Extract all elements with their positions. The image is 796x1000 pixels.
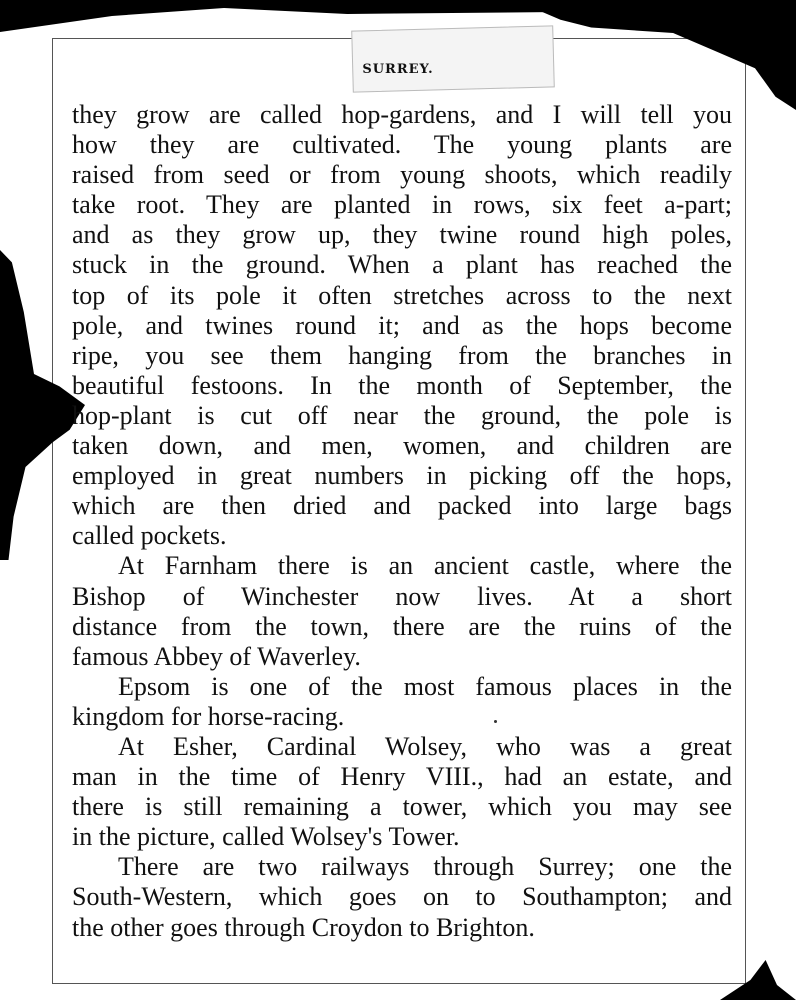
text-line: called pockets. — [72, 521, 227, 551]
text-line: and as they grow up, they twine round high poles, — [72, 220, 732, 250]
paragraph — [72, 852, 732, 942]
text-line: stuck in the ground. When a plant has reached the — [72, 250, 732, 280]
torn-paper-flap — [351, 25, 555, 92]
text-line: raised from seed or from young shoots, which readily — [72, 160, 732, 190]
text-line: in the picture, called Wolsey's Tower. — [72, 822, 460, 852]
text-line: taken down, and men, women, and children are — [72, 431, 732, 461]
text-line: ripe, you see them hanging from the branches in — [72, 340, 732, 370]
paragraph — [72, 551, 732, 671]
paragraph — [72, 672, 732, 732]
text-line: kingdom for horse-racing. — [72, 701, 345, 731]
text-line: distance from the town, there are the ruins of the — [72, 611, 732, 641]
text-line: beautiful festoons. In the month of September, the — [72, 370, 732, 400]
text-line: the other goes through Croydon to Brighton. — [72, 912, 535, 942]
text-line: how they are cultivated. The young plants are — [72, 130, 732, 160]
text-line: famous Abbey of Waverley. — [72, 641, 361, 671]
paragraph — [72, 100, 732, 551]
text-line: South-Western, which goes on to Southampton; and — [72, 882, 732, 912]
text-line: there is still remaining a tower, which you may see — [72, 792, 732, 822]
text-line: take root. They are planted in rows, six feet a-part; — [72, 190, 732, 220]
text-line: employed in great numbers in picking off the hops, — [72, 461, 732, 491]
paragraph — [72, 732, 732, 852]
text-line: At Farnham there is an ancient castle, where the — [118, 551, 732, 581]
running-header: SURREY. — [362, 62, 434, 77]
text-line: hop-plant is cut off near the ground, the pole is — [72, 400, 732, 430]
text-line: they grow are called hop-gardens, and I will tell you — [72, 100, 732, 129]
text-line: At Esher, Cardinal Wolsey, who was a great — [118, 731, 732, 761]
text-line: Epsom is one of the most famous places in the — [118, 671, 732, 701]
body-text — [72, 100, 732, 943]
ink-speck — [494, 720, 497, 723]
text-line: which are then dried and packed into large bags — [72, 491, 732, 521]
text-line: Bishop of Winchester now lives. At a short — [72, 581, 732, 611]
text-line: man in the time of Henry VIII., had an estate, and — [72, 762, 732, 792]
text-line: pole, and twines round it; and as the hops become — [72, 310, 732, 340]
text-line: There are two railways through Surrey; one the — [118, 852, 732, 882]
text-line: top of its pole it often stretches across to the next — [72, 280, 732, 310]
